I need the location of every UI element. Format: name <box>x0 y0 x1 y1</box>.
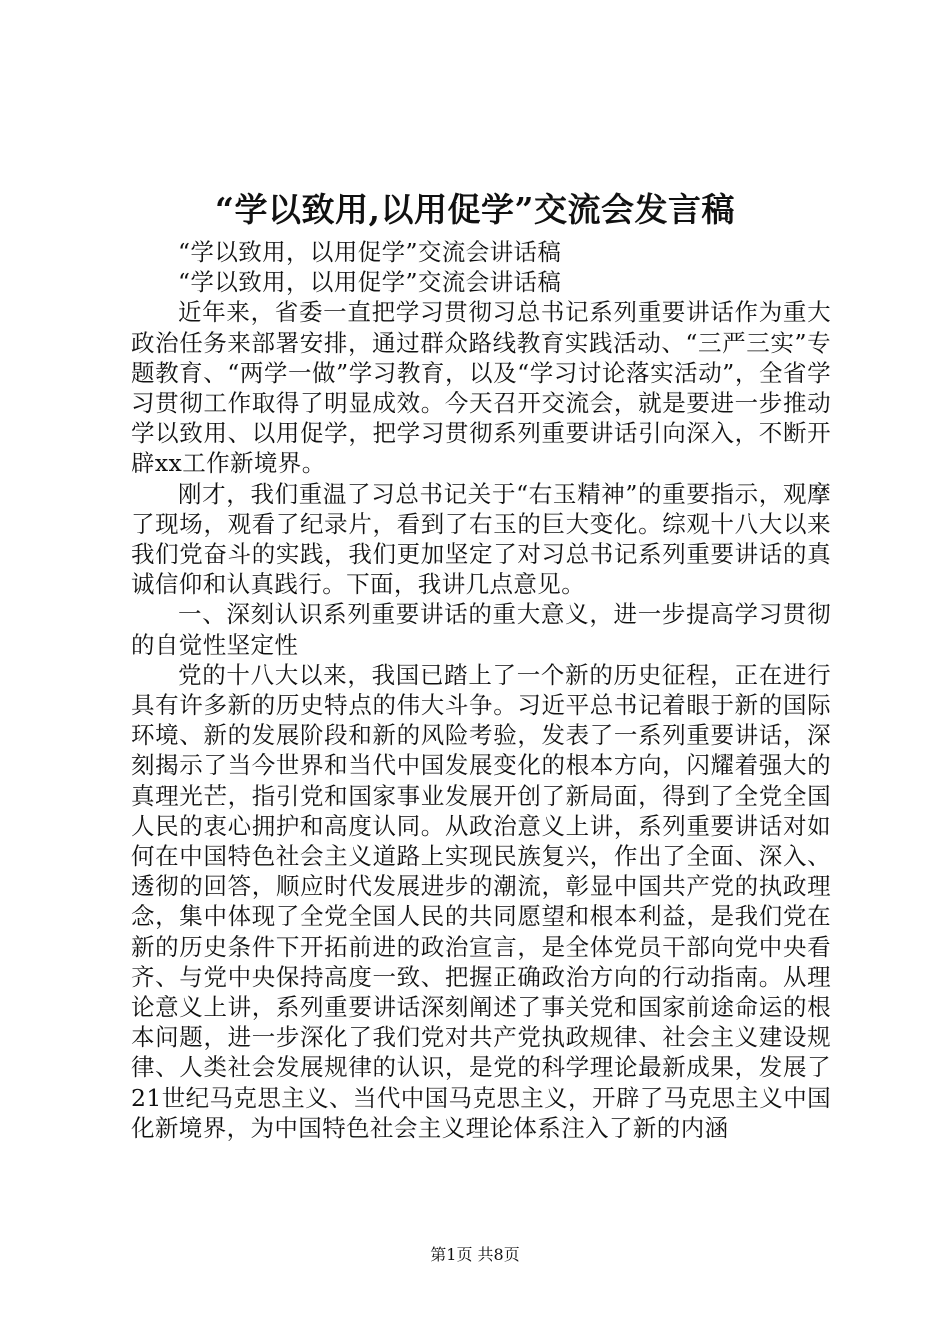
subtitle-line: “学以致用，以用促学”交流会讲话稿 <box>178 238 562 266</box>
body-paragraph: 党的十八大以来，我国已踏上了一个新的历史征程，正在进行具有许多新的历史特点的伟大斗争。习近平总书记着眼于新的国际环境、新的发展阶段和新的风险考验，发表了一系列重要讲话，深刻揭示了当今世界和当代中国发展变化的根本方向，闪耀着强大的真理光芒，指引党和国家事业发展开创了新局面，得到了全党全国人民的衷心拥护和高度认同。从政治意义上讲，系列重要讲话对如何在中国特色社会主义道路上实现民族复兴，作出了全面、深入、透彻的回答，顺应时代发展进步的潮流，彰显中国共产党的执政理念，集中体现了全党全国人民的共同愿望和根本利益，是我们党在新的历史条件下开拓前进的政治宣言，是全体党员干部向党中央看齐、与党中央保持高度一致、把握正确政治方向的行动指南。从理论意义上讲，系列重要讲话深刻阐述了事关党和国家前途命运的根本问题，进一步深化了我们党对共产党执政规律、社会主义建设规律、人类社会发展规律的认识，是党的科学理论最新成果，发展了21世纪马克思主义、当代中国马克思主义，开辟了马克思主义中国化新境界，为中国特色社会主义理论体系注入了新的内涵 <box>131 660 831 1142</box>
body-paragraph: 近年来，省委一直把学习贯彻习总书记系列重要讲话作为重大政治任务来部署安排，通过群众路线教育实践活动、“三严三实”专题教育、“两学一做”学习教育，以及“学习讨论落实活动”，全省学习贯彻工作取得了明显成效。今天召开交流会，就是要进一步推动学以致用、以用促学，把学习贯彻系列重要讲话引向深入，不断开辟xx工作新境界。 <box>131 298 831 478</box>
section-heading: 一、深刻认识系列重要讲话的重大意义，进一步提高学习贯彻的自觉性坚定性 <box>131 600 831 659</box>
body-paragraph: 刚才，我们重温了习总书记关于“右玉精神”的重要指示，观摩了现场，观看了纪录片，看到了右玉的巨大变化。综观十八大以来我们党奋斗的实践，我们更加坚定了对习总书记系列重要讲话的真诚信仰和认真践行。下面，我讲几点意见。 <box>131 479 831 599</box>
document-body <box>131 237 831 1143</box>
document-title: “学以致用,以用促学”交流会发言稿 <box>215 190 735 229</box>
page-footer: 第1页 共8页 <box>430 1245 520 1264</box>
subtitle-line: “学以致用，以用促学”交流会讲话稿 <box>178 268 562 297</box>
